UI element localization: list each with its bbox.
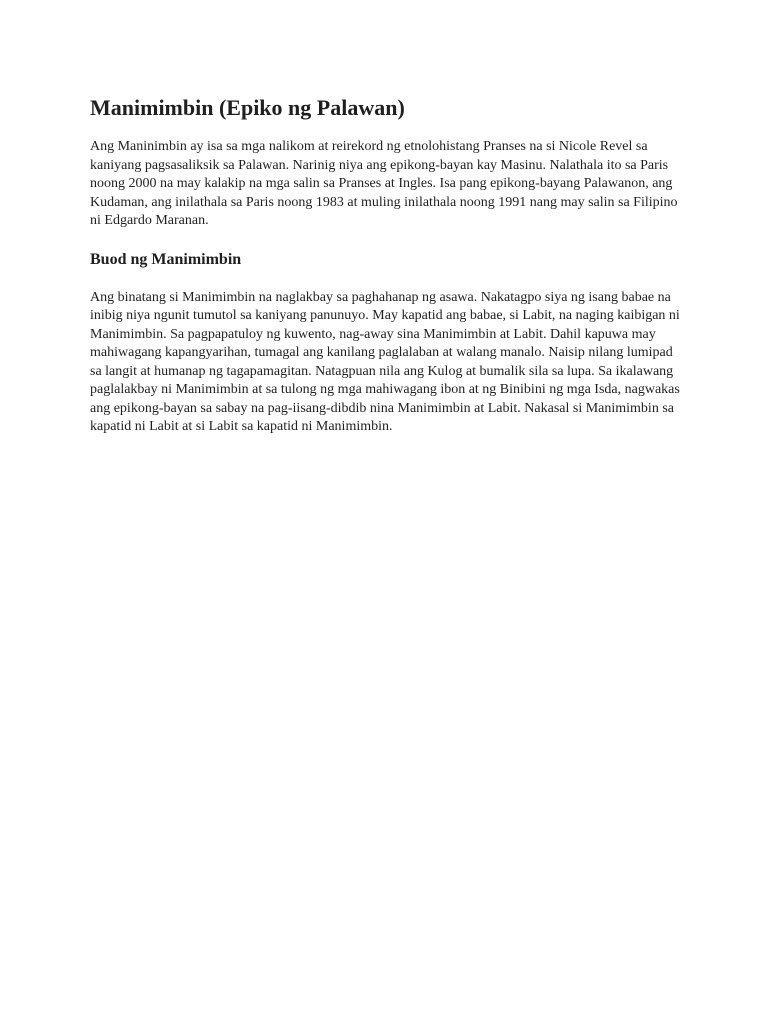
intro-paragraph: Ang Maninimbin ay isa sa mga nalikom at reirekord ng etnolohistang Pranses na si Nicole Revel sa kaniyang pagsasaliksik sa Palawan. Narinig niya ang epikong-bayan kay Masinu. Nalathala ito sa Paris noong 2000 na may kalakip na mga salin sa Pranses at Ingles. Isa pang epikong-bayang Palawanon, ang Kudaman, ang inilathala sa Paris noong 1983 at muling inilathala noong 1991 nang may salin sa Filipino ni Edgardo Maranan. bbox=[90, 139, 678, 228]
document-content bbox=[90, 94, 682, 437]
summary-paragraph: Ang binatang si Manimimbin na naglakbay sa paghahanap ng asawa. Nakatagpo siya ng isang babae na inibig niya ngunit tumutol sa kaniyang panunuyo. May kapatid ang babae, si Labit, na naging kaibigan ni Manimimbin. Sa pagpapatuloy ng kuwento, nag-away sina Manimimbin at Labit. Dahil kapuwa may mahiwagang kapangyarihan, tumagal ang kanilang paglalaban at walang manalo. Naisip nilang lumipad sa langit at humanap ng tagapamagitan. Natagpuan nila ang Kulog at bumalik sila sa lupa. Sa ikalawang paglalakbay ni Manimimbin at sa tulong ng mga mahiwagang ibon at ng Binibini ng mga Isda, nagwakas ang epikong-bayan sa sabay na pag-iisang-dibdib nina Manimimbin at Labit. Nakasal si Manimimbin sa kapatid ni Labit at si Labit sa kapatid ni Manimimbin. bbox=[90, 289, 680, 434]
section-heading: Buod ng Manimimbin bbox=[90, 250, 242, 268]
page-title: Manimimbin (Epiko ng Palawan) bbox=[90, 95, 405, 120]
